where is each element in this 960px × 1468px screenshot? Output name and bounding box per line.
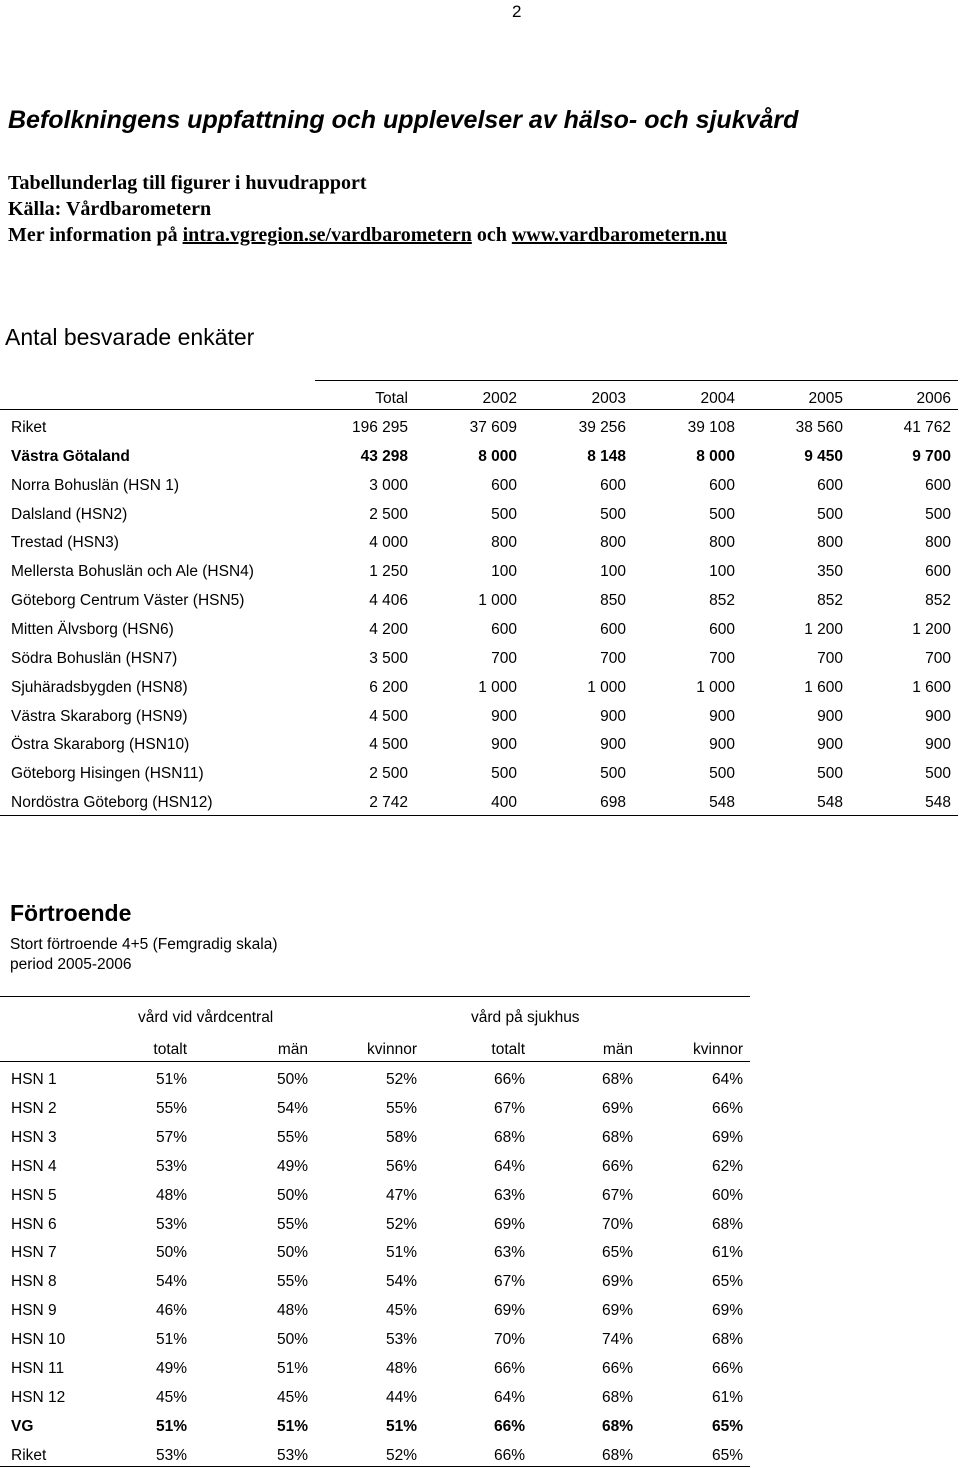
table-cell: 500 — [600, 506, 626, 523]
table-cell: 1 000 — [696, 679, 735, 696]
column-header: kvinnor — [693, 1041, 743, 1058]
row-label: HSN 6 — [11, 1216, 57, 1233]
table-cell: 56% — [385, 1158, 417, 1175]
table-cell: 66% — [601, 1360, 633, 1377]
table-cell: 69% — [711, 1129, 743, 1146]
table-cell: 69% — [601, 1100, 633, 1117]
trust-subtitle-line-1: Stort förtroende 4+5 (Femgradig skala) — [10, 936, 278, 953]
table-cell: 61% — [711, 1389, 743, 1406]
table-cell: 500 — [817, 506, 843, 523]
table-cell: 900 — [925, 736, 951, 753]
intro-line-3-prefix: Mer information på — [8, 224, 183, 246]
table-cell: 100 — [600, 563, 626, 580]
table-cell: 600 — [709, 621, 735, 638]
row-label: HSN 12 — [11, 1389, 66, 1406]
row-label: Trestad (HSN3) — [11, 534, 119, 551]
table-cell: 50% — [276, 1331, 308, 1348]
row-label: HSN 8 — [11, 1273, 57, 1290]
row-label: Norra Bohuslän (HSN 1) — [11, 477, 179, 494]
document-title: Befolkningens uppfattning och upplevelser av hälso- och sjukvård — [8, 106, 799, 134]
table-cell: 50% — [276, 1071, 308, 1088]
table-cell: 54% — [385, 1273, 417, 1290]
table-cell: 68% — [711, 1216, 743, 1233]
table-cell: 49% — [155, 1360, 187, 1377]
table-cell: 800 — [709, 534, 735, 551]
table-cell: 51% — [155, 1071, 187, 1088]
table-cell: 46% — [155, 1302, 187, 1319]
vardbarometern-link[interactable]: www.vardbarometern.nu — [511, 224, 728, 246]
table-cell: 852 — [709, 592, 735, 609]
table-cell: 500 — [491, 506, 517, 523]
table-cell: 68% — [601, 1129, 633, 1146]
table-cell: 55% — [276, 1129, 308, 1146]
row-label: HSN 10 — [11, 1331, 66, 1348]
table-cell: 41 762 — [903, 419, 951, 436]
table-cell: 37 609 — [469, 419, 517, 436]
table-cell: 700 — [925, 650, 951, 667]
column-header: totalt — [491, 1041, 525, 1058]
table-cell: 900 — [709, 736, 735, 753]
table-cell: 51% — [385, 1244, 417, 1261]
column-header: 2006 — [916, 390, 951, 407]
row-label: Västra Skaraborg (HSN9) — [11, 708, 188, 725]
table-cell: 67% — [493, 1273, 525, 1290]
table-cell: 48% — [276, 1302, 308, 1319]
table-cell: 47% — [385, 1187, 417, 1204]
table-cell: 48% — [385, 1360, 417, 1377]
table-cell: 600 — [709, 477, 735, 494]
table-cell: 8 000 — [696, 448, 735, 465]
table-cell: 64% — [493, 1158, 525, 1175]
table-cell: 68% — [601, 1389, 633, 1406]
row-label: HSN 2 — [11, 1100, 57, 1117]
table-cell: 69% — [601, 1273, 633, 1290]
group-header-vardcentral: vård vid vårdcentral — [138, 1009, 274, 1026]
row-label: Östra Skaraborg (HSN10) — [11, 736, 190, 753]
table-cell: 500 — [491, 765, 517, 782]
table-cell: 67% — [493, 1100, 525, 1117]
column-header: 2003 — [591, 390, 626, 407]
table-cell: 53% — [385, 1331, 417, 1348]
table-cell: 8 000 — [478, 448, 517, 465]
table-cell: 900 — [925, 708, 951, 725]
table-cell: 100 — [491, 563, 517, 580]
table-cell: 600 — [925, 477, 951, 494]
table-cell: 68% — [711, 1331, 743, 1348]
row-label: HSN 9 — [11, 1302, 57, 1319]
table-cell: 500 — [709, 765, 735, 782]
table-cell: 3 500 — [369, 650, 408, 667]
table-cell: 900 — [817, 736, 843, 753]
table-cell: 900 — [491, 736, 517, 753]
row-label: Västra Götaland — [11, 448, 130, 465]
table-cell: 400 — [491, 794, 517, 811]
row-label: Riket — [11, 419, 47, 436]
table-cell: 69% — [601, 1302, 633, 1319]
trust-subtitle-line-2: period 2005-2006 — [10, 956, 132, 973]
table-cell: 66% — [601, 1158, 633, 1175]
column-header: 2002 — [482, 390, 517, 407]
table-cell: 61% — [711, 1244, 743, 1261]
table-cell: 39 256 — [578, 419, 626, 436]
table-cell: 4 500 — [369, 708, 408, 725]
table-cell: 900 — [491, 708, 517, 725]
table-cell: 49% — [276, 1158, 308, 1175]
table-cell: 4 200 — [369, 621, 408, 638]
table-cell: 51% — [155, 1418, 187, 1435]
table-cell: 65% — [601, 1244, 633, 1261]
table-cell: 52% — [385, 1447, 417, 1464]
table-cell: 50% — [276, 1244, 308, 1261]
table-cell: 4 406 — [369, 592, 408, 609]
trust-table-top-rule — [0, 996, 750, 997]
table-cell: 68% — [601, 1447, 633, 1464]
table-cell: 53% — [276, 1447, 308, 1464]
table-cell: 4 500 — [369, 736, 408, 753]
table-cell: 53% — [155, 1158, 187, 1175]
table-cell: 50% — [155, 1244, 187, 1261]
row-label: Mitten Älvsborg (HSN6) — [11, 621, 174, 638]
table-cell: 900 — [600, 736, 626, 753]
table-cell: 38 560 — [795, 419, 843, 436]
table-cell: 2 742 — [369, 794, 408, 811]
table-cell: 548 — [817, 794, 843, 811]
table-cell: 600 — [817, 477, 843, 494]
table-cell: 51% — [276, 1418, 308, 1435]
table-cell: 66% — [493, 1071, 525, 1088]
table-cell: 48% — [155, 1187, 187, 1204]
table-cell: 900 — [817, 708, 843, 725]
row-label: Mellersta Bohuslän och Ale (HSN4) — [11, 563, 254, 580]
table-cell: 700 — [817, 650, 843, 667]
table-cell: 66% — [711, 1100, 743, 1117]
table-cell: 852 — [925, 592, 951, 609]
table-cell: 63% — [493, 1244, 525, 1261]
table-cell: 1 600 — [804, 679, 843, 696]
table-cell: 3 000 — [369, 477, 408, 494]
column-header: totalt — [153, 1041, 187, 1058]
column-header: kvinnor — [367, 1041, 417, 1058]
row-label: VG — [11, 1418, 34, 1435]
column-header: män — [277, 1041, 308, 1058]
row-label: Göteborg Centrum Väster (HSN5) — [11, 592, 245, 609]
table-cell: 2 500 — [369, 506, 408, 523]
table-cell: 600 — [491, 477, 517, 494]
row-label: HSN 5 — [11, 1187, 57, 1204]
table-cell: 500 — [709, 506, 735, 523]
table-cell: 196 295 — [351, 419, 408, 436]
table-cell: 45% — [155, 1389, 187, 1406]
table-cell: 500 — [600, 765, 626, 782]
row-label: Dalsland (HSN2) — [11, 506, 128, 523]
table-cell: 1 000 — [587, 679, 626, 696]
table-cell: 55% — [385, 1100, 417, 1117]
row-label: HSN 3 — [11, 1129, 57, 1146]
table-cell: 800 — [925, 534, 951, 551]
table-cell: 58% — [385, 1129, 417, 1146]
trust-table-bottom-rule — [0, 1466, 750, 1467]
table-cell: 9 700 — [912, 448, 951, 465]
table-cell: 51% — [276, 1360, 308, 1377]
table-cell: 6 200 — [369, 679, 408, 696]
table-cell: 69% — [711, 1302, 743, 1319]
row-label: HSN 7 — [11, 1244, 57, 1261]
table-cell: 69% — [493, 1302, 525, 1319]
table-cell: 900 — [709, 708, 735, 725]
table-cell: 700 — [709, 650, 735, 667]
table-cell: 54% — [276, 1100, 308, 1117]
section-title-trust: Förtroende — [10, 900, 132, 926]
intro-line-1: Tabellunderlag till figurer i huvudrapport — [8, 172, 367, 194]
table-cell: 1 000 — [478, 592, 517, 609]
table-cell: 850 — [600, 592, 626, 609]
table-cell: 9 450 — [804, 448, 843, 465]
table-cell: 800 — [600, 534, 626, 551]
table-cell: 2 500 — [369, 765, 408, 782]
table-cell: 600 — [491, 621, 517, 638]
column-header: 2005 — [808, 390, 843, 407]
table-cell: 4 000 — [369, 534, 408, 551]
table-cell: 1 200 — [804, 621, 843, 638]
table-cell: 65% — [711, 1273, 743, 1290]
column-header: Total — [375, 390, 408, 407]
table-cell: 350 — [817, 563, 843, 580]
trust-subtitle — [10, 935, 278, 975]
table-cell: 800 — [817, 534, 843, 551]
table-cell: 43 298 — [360, 448, 408, 465]
row-label: Nordöstra Göteborg (HSN12) — [11, 794, 213, 811]
row-label: Södra Bohuslän (HSN7) — [11, 650, 178, 667]
table-cell: 1 200 — [912, 621, 951, 638]
column-header: män — [602, 1041, 633, 1058]
table-cell: 52% — [385, 1216, 417, 1233]
table-cell: 55% — [155, 1100, 187, 1117]
table-cell: 500 — [925, 506, 951, 523]
table-cell: 548 — [925, 794, 951, 811]
table-cell: 53% — [155, 1216, 187, 1233]
table-cell: 548 — [709, 794, 735, 811]
row-label: Göteborg Hisingen (HSN11) — [11, 765, 204, 782]
table-cell: 45% — [385, 1302, 417, 1319]
table-cell: 1 250 — [369, 563, 408, 580]
trust-header-bottom-rule — [0, 1061, 750, 1062]
table-cell: 60% — [711, 1187, 743, 1204]
section-title-responses: Antal besvarade enkäter — [5, 324, 255, 350]
table-cell: 852 — [817, 592, 843, 609]
table-cell: 500 — [925, 765, 951, 782]
table-cell: 100 — [709, 563, 735, 580]
table-cell: 8 148 — [587, 448, 626, 465]
column-header: 2004 — [700, 390, 735, 407]
table-cell: 600 — [600, 621, 626, 638]
table-cell: 65% — [711, 1447, 743, 1464]
row-label: HSN 4 — [11, 1158, 57, 1175]
group-header-sjukhus: vård på sjukhus — [471, 1009, 580, 1026]
table-cell: 74% — [601, 1331, 633, 1348]
table-cell: 64% — [711, 1071, 743, 1088]
table-cell: 45% — [276, 1389, 308, 1406]
table-cell: 600 — [925, 563, 951, 580]
table-cell: 51% — [385, 1418, 417, 1435]
table-cell: 700 — [600, 650, 626, 667]
table-cell: 67% — [601, 1187, 633, 1204]
table-cell: 51% — [155, 1331, 187, 1348]
row-label: Sjuhäradsbygden (HSN8) — [11, 679, 188, 696]
table-cell: 1 000 — [478, 679, 517, 696]
page-number: 2 — [512, 2, 522, 21]
table-cell: 53% — [155, 1447, 187, 1464]
table-cell: 68% — [493, 1129, 525, 1146]
table-cell: 69% — [493, 1216, 525, 1233]
table-cell: 700 — [491, 650, 517, 667]
table-cell: 55% — [276, 1216, 308, 1233]
table-cell: 900 — [600, 708, 626, 725]
table-cell: 62% — [711, 1158, 743, 1175]
table-cell: 70% — [601, 1216, 633, 1233]
row-label: Riket — [11, 1447, 47, 1464]
table-cell: 39 108 — [687, 419, 735, 436]
table-cell: 65% — [711, 1418, 743, 1435]
table-cell: 500 — [817, 765, 843, 782]
table-cell: 800 — [491, 534, 517, 551]
intranet-link[interactable]: intra.vgregion.se/vardbarometern — [182, 224, 472, 246]
table-cell: 57% — [155, 1129, 187, 1146]
table-cell: 68% — [601, 1071, 633, 1088]
table-cell: 54% — [155, 1273, 187, 1290]
table-cell: 44% — [385, 1389, 417, 1406]
table-cell: 66% — [493, 1418, 525, 1435]
intro-line-2: Källa: Vårdbarometern — [8, 198, 212, 220]
table-cell: 600 — [600, 477, 626, 494]
table-cell: 64% — [493, 1389, 525, 1406]
row-label: HSN 1 — [11, 1071, 57, 1088]
table-cell: 68% — [601, 1418, 633, 1435]
table-cell: 55% — [276, 1273, 308, 1290]
table-cell: 52% — [385, 1071, 417, 1088]
table-cell: 50% — [276, 1187, 308, 1204]
table-cell: 66% — [711, 1360, 743, 1377]
table-cell: 698 — [600, 794, 626, 811]
table-cell: 70% — [493, 1331, 525, 1348]
table-cell: 66% — [493, 1447, 525, 1464]
table-cell: 66% — [493, 1360, 525, 1377]
table-cell: 1 600 — [912, 679, 951, 696]
row-label: HSN 11 — [11, 1360, 65, 1377]
intro-line-3-mid: och — [471, 224, 512, 246]
table-cell: 63% — [493, 1187, 525, 1204]
